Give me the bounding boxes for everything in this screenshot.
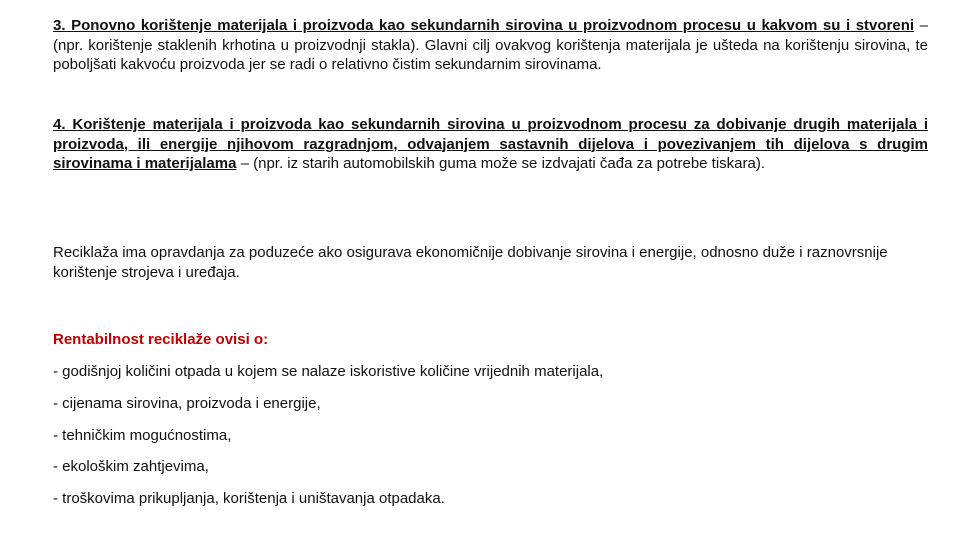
list-item: - ekološkim zahtjevima, — [53, 458, 209, 475]
paragraph-body: – (npr. iz starih automobilskih guma može se izdvajati čađa za potrebe tiskara). — [236, 155, 766, 172]
paragraph-reuse-other-products — [53, 115, 928, 174]
paragraph-heading: 3. Ponovno korištenje materijala i proizvoda kao sekundarnih sirovina u proizvodnom procesu u kakvom su i stvoreni — [53, 17, 915, 34]
list-item: - cijenama sirovina, proizvoda i energije, — [53, 395, 321, 412]
list-item: - tehničkim mogućnostima, — [53, 427, 232, 444]
list-item: - troškovima prikupljanja, korištenja i uništavanja otpadaka. — [53, 490, 445, 507]
recycling-justification-text: Reciklaža ima opravdanja za poduzeće ako osigurava ekonomičnije dobivanje sirovina i energije, odnosno duže i raznovrsnije korištenje strojeva i uređaja. — [53, 244, 888, 281]
paragraph-body: – (npr. korištenje staklenih krhotina u proizvodnji stakla). Glavni cilj ovakvog korištenja materijala je ušteda na korištenju sirovina, te poboljšati kakvoću proizvoda jer se radi o relativno čistim sekundarnim sirovinama. — [53, 17, 928, 73]
list-item: - godišnjoj količini otpada u kojem se nalaze iskoristive količine vrijednih materijala, — [53, 363, 604, 380]
paragraph-heading: 4. Korištenje materijala i proizvoda kao sekundarnih sirovina u proizvodnom procesu za dobivanje drugih materijala i proizvoda, ili energije njihovom razgradnjom, odvajanjem sastavnih dijelova i povezivanjem tih dijelova s drugim sirovinama i materijalama — [53, 116, 928, 172]
paragraph-reuse-same-process — [53, 16, 928, 75]
profitability-heading: Rentabilnost reciklaže ovisi o: — [53, 331, 269, 348]
